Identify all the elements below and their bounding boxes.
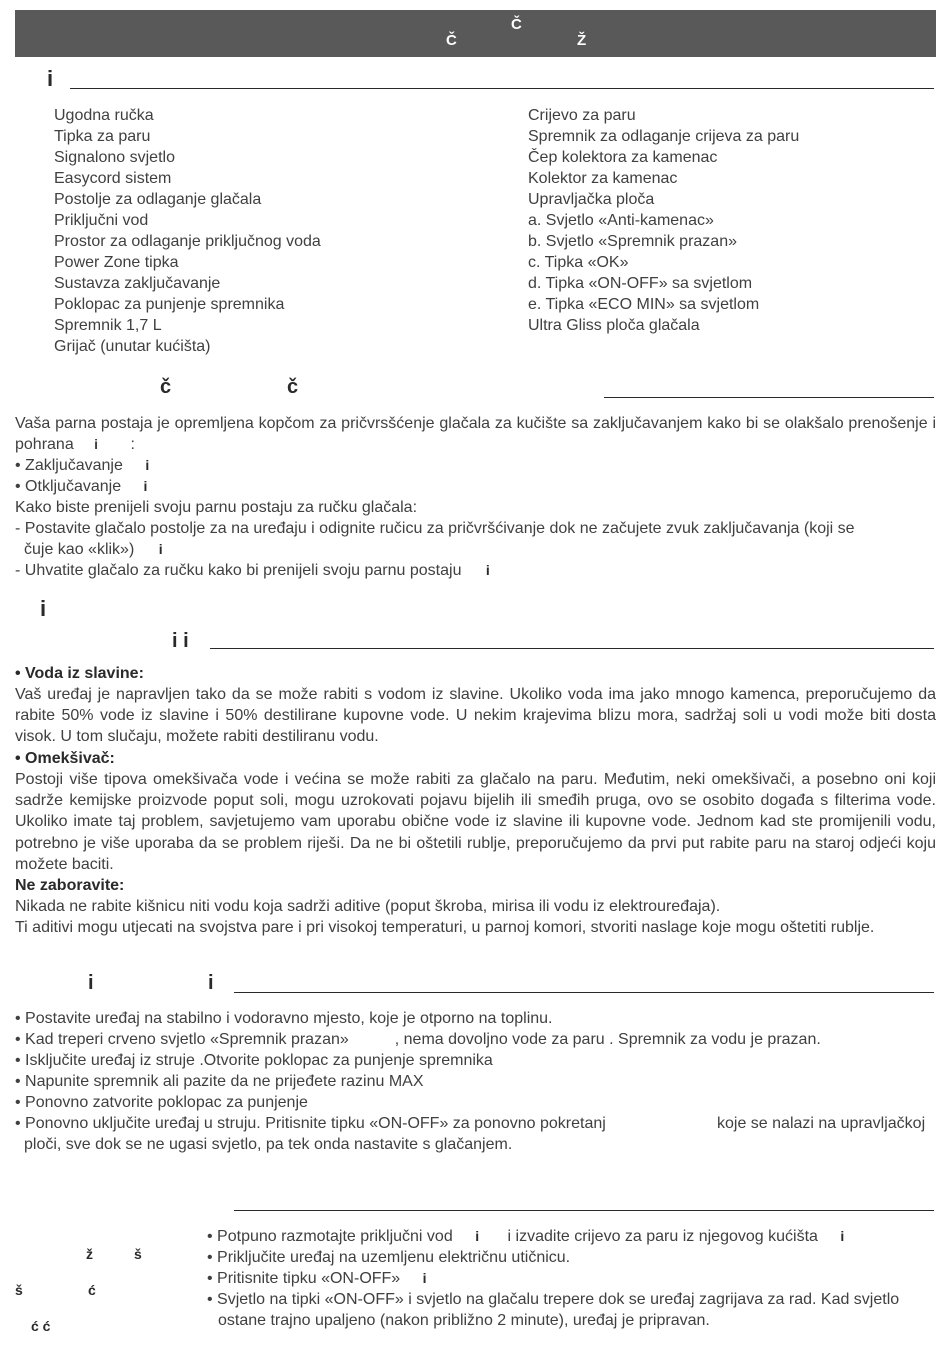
list-item: Signalono svjetlo (54, 149, 175, 166)
list-item: b. Svjetlo «Spremnik prazan» (528, 233, 737, 250)
dont-forget-heading: Ne zaboravite: (15, 877, 125, 894)
unlock-bullet-text: • Otključavanje (15, 478, 122, 495)
list-item: Spremnik 1,7 L (54, 317, 162, 334)
fill-bullet-6-right: koje se nalazi na upravljačkoj (717, 1115, 926, 1132)
carry-intro: Kako biste prenijeli svoju parnu postaju za ručku glačala: (15, 499, 418, 516)
list-item: Easycord sistem (54, 170, 172, 187)
list-item: d. Tipka «ON-OFF» sa svjetlom (528, 275, 753, 292)
section-heading: i (208, 972, 214, 994)
carry-step-1: - Postavite glačalo postolje za na uređaju i odignite ručicu za pričvršćivanje dok ne začujete zvuk zaključavanja (koji se (15, 520, 855, 537)
sidebar-glyph: š (15, 1282, 23, 1298)
figure-ref: i (145, 457, 150, 473)
softener-heading: • Omekšivač: (15, 750, 115, 767)
lock-bullet-text: • Zaključavanje (15, 457, 123, 474)
lock-bullet (15, 455, 149, 476)
lock-intro-text: Vaša parna postaja je opremljena kopčom za pričvrsšćenje glačala za kučište sa zaključavanjem kako bi se olakšalo prenošenje i pohrana (15, 415, 936, 454)
carry-step-2 (15, 560, 490, 581)
figure-ref: i (840, 1228, 845, 1244)
figure-ref: i (422, 1270, 427, 1286)
sidebar-glyph: š (134, 1246, 142, 1262)
list-item: Prostor za odlaganje priključnog voda (54, 233, 321, 250)
section-rule (234, 992, 934, 993)
lock-intro-colon: : (130, 436, 135, 454)
section-rule (210, 648, 934, 649)
start-bullet-1-text: • Potpuno razmotajte priključni vod (207, 1228, 453, 1245)
start-bullet-3-text: • Pritisnite tipku «ON-OFF» (207, 1270, 401, 1287)
section-heading: i (47, 66, 54, 91)
sidebar-glyph: ž (86, 1246, 93, 1262)
list-item: c. Tipka «OK» (528, 254, 629, 271)
section-heading: č (160, 376, 172, 398)
list-item: Čep kolektora za kamenac (528, 149, 718, 166)
section-heading: i (40, 596, 47, 621)
dont-forget-line-1: Nikada ne rabite kišnicu niti vodu koja sadrži aditive (poput škroba, mirisa ili vodu iz elektrouređaja). (15, 898, 721, 915)
banner-glyph: Ž (577, 32, 587, 49)
fill-bullet-2-cont: , nema dovoljno vode za paru . Spremnik za vodu je prazan. (394, 1031, 821, 1048)
sidebar-glyph: ć (88, 1282, 96, 1298)
list-item: Poklopac za punjenje spremnika (54, 296, 285, 313)
list-item: Ultra Gliss ploča glačala (528, 317, 700, 334)
figure-ref: i (143, 478, 148, 494)
softener-text: Postoji više tipova omekšivača vode i većina se može rabiti za glačalo na paru. Međutim, neki omekšivači, a posebno oni koji sadrže kemijske proizvode poput soli, mogu uzrokovati pojavu bijelih ili smeđih pruga, ovo se osobito događa s filterima vode. Ukoliko imate taj problem, savjetujemo vam uporabu obične vode iz slavine ili kupovne vode. Jednom kad ste promijenili vodu, potrebno je više uporaba da se problem riješi. Da ne bi oštetili rublje, preporučujemo da prvi put rabite paru na staroj odjeći koju možete baciti. (15, 771, 936, 873)
start-bullet-4-cont: ostane trajno upaljeno (nakon približno 2 minute), uređaj je pripravan. (218, 1312, 710, 1329)
carry-step-1-cont-text: čuje kao «klik») (24, 541, 135, 558)
fill-bullet-2-text: • Kad treperi crveno svjetlo «Spremnik prazan» (15, 1031, 349, 1048)
list-item: Spremnik za odlaganje crijeva za paru (528, 128, 800, 145)
figure-ref: i (485, 562, 490, 578)
figure-ref: i (475, 1228, 480, 1244)
start-bullet-1-cont: i izvadite crijevo za paru iz njegovog kućišta (507, 1228, 818, 1245)
tap-water-text: Vaš uređaj je napravljen tako da se može rabiti s vodom iz slavine. Ukoliko voda ima jako mnogo kamenca, preporučujemo da rabite 50% vode iz slavine i 50% destilirane kupovne vode. U nekim krajevima blizu mora, sadržaj soli u vodi može biti dosta visok. U tom slučaju, možete rabiti destiliranu vodu. (15, 686, 936, 746)
list-item: Ugodna ručka (54, 107, 154, 124)
parts-list-right (528, 105, 799, 336)
fill-bullet-3: • Isključite uređaj iz struje .Otvorite poklopac za punjenje spremnika (15, 1052, 493, 1069)
list-item: Tipka za paru (54, 128, 151, 145)
list-item: a. Svjetlo «Anti-kamenac» (528, 212, 714, 229)
start-bullet-3 (207, 1268, 427, 1289)
figure-ref: i (158, 541, 163, 557)
list-item: Grijač (unutar kućišta) (54, 338, 211, 355)
unlock-bullet (15, 476, 147, 497)
banner-glyph: Č (511, 16, 522, 33)
header-banner (15, 10, 936, 57)
section-heading: i (88, 972, 94, 994)
fill-bullet-6-cont: ploči, sve dok se ne ugasi svjetlo, pa tek onda nastavite s glačanjem. (24, 1136, 513, 1153)
list-item: Upravljačka ploča (528, 191, 655, 208)
fill-bullet-1: • Postavite uređaj na stabilno i vodoravno mjesto, koje je otporno na toplinu. (15, 1010, 553, 1027)
start-bullet-2: • Priključite uređaj na uzemljenu električnu utičnicu. (207, 1249, 571, 1266)
dont-forget-line-2: Ti aditivi mogu utjecati na svojstva pare i pri visokoj temperaturi, u parnoj komori, stvoriti naslage koje mogu oštetiti rublje. (15, 919, 875, 936)
tap-water-heading: • Voda iz slavine: (15, 665, 144, 682)
figure-ref: i (94, 436, 99, 453)
section-rule (604, 397, 934, 398)
parts-list-left (54, 105, 321, 357)
sidebar-glyph: ć ć (31, 1318, 51, 1334)
start-bullet-1 (207, 1226, 844, 1247)
lock-intro (15, 413, 936, 455)
start-bullet-4: • Svjetlo na tipki «ON-OFF» i svjetlo na glačalu trepere dok se uređaj zagrijava za rad. Kad svjetlo (207, 1291, 900, 1308)
carry-step-2-text: - Uhvatite glačalo za ručku kako bi prenijeli svoju parnu postaju (15, 562, 462, 579)
list-item: e. Tipka «ECO MIN» sa svjetlom (528, 296, 760, 313)
fill-bullet-5: • Ponovno zatvorite poklopac za punjenje (15, 1094, 308, 1111)
list-item: Priključni vod (54, 212, 149, 229)
section-subheading: i i (172, 630, 189, 652)
list-item: Crijevo za paru (528, 107, 636, 124)
section-rule (234, 1210, 934, 1211)
section-heading: č (287, 376, 299, 398)
fill-bullet-6: • Ponovno uključite uređaj u struju. Pritisnite tipku «ON-OFF» za ponovno pokretanj (15, 1115, 606, 1132)
banner-glyph: Č (446, 32, 457, 49)
fill-bullet-4: • Napunite spremnik ali pazite da ne prijeđete razinu MAX (15, 1073, 424, 1090)
list-item: Sustavza zaključavanje (54, 275, 221, 292)
list-item: Kolektor za kamenac (528, 170, 678, 187)
fill-bullet-2 (15, 1029, 821, 1050)
carry-step-1-cont (24, 539, 163, 560)
section-rule (70, 88, 934, 89)
list-item: Postolje za odlaganje glačala (54, 191, 262, 208)
list-item: Power Zone tipka (54, 254, 179, 271)
